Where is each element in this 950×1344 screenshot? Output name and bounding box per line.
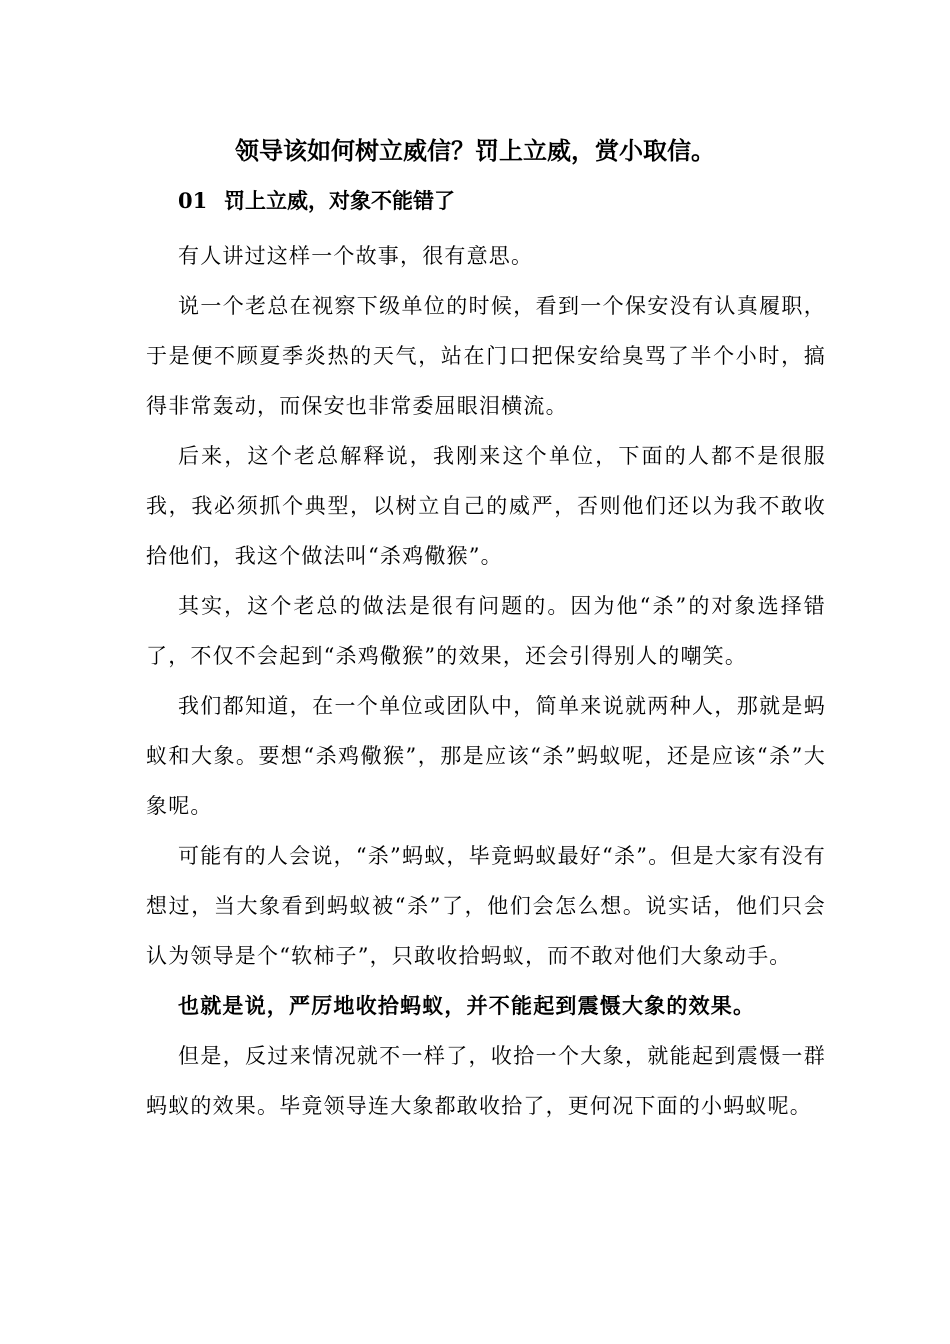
paragraph: 说一个老总在视察下级单位的时候，看到一个保安没有认真履职，于是便不顾夏季炎热的天气，站在门口把保安给臭骂了半个小时，搞得非常轰动，而保安也非常委屈眼泪横流。: [146, 294, 826, 418]
document-body: [146, 231, 826, 1131]
paragraph: 后来，这个老总解释说，我刚来这个单位，下面的人都不是很服我，我必须抓个典型，以树立自己的威严，否则他们还以为我不敢收拾他们，我这个做法叫“杀鸡儆猴”。: [146, 444, 826, 568]
section-heading-text: 罚上立威，对象不能错了: [224, 188, 455, 213]
bold-paragraph: 也就是说，严厉地收拾蚂蚁，并不能起到震慑大象的效果。: [178, 993, 756, 1018]
paragraph: 但是，反过来情况就不一样了，收拾一个大象，就能起到震慑一群蚂蚁的效果。毕竟领导连大象都敢收拾了，更何况下面的小蚂蚁呢。: [146, 1044, 826, 1118]
section-number: 01: [178, 188, 208, 213]
section-heading: [178, 183, 455, 219]
paragraph: 其实，这个老总的做法是很有问题的。因为他“杀”的对象选择错了，不仅不会起到“杀鸡儆猴”的效果，还会引得别人的嘲笑。: [146, 594, 826, 668]
paragraph: 有人讲过这样一个故事，很有意思。: [178, 244, 534, 268]
document-title: 领导该如何树立威信？罚上立威，赏小取信。: [235, 136, 715, 165]
paragraph: 可能有的人会说，“杀”蚂蚁，毕竟蚂蚁最好“杀”。但是大家有没有想过，当大象看到蚂蚁被“杀”了，他们会怎么想。说实话，他们只会认为领导是个“软柿子”，只敢收拾蚂蚁，而不敢对他们大象动手。: [146, 844, 826, 968]
paragraph: 我们都知道，在一个单位或团队中，简单来说就两种人，那就是蚂蚁和大象。要想“杀鸡儆猴”，那是应该“杀”蚂蚁呢，还是应该“杀”大象呢。: [146, 694, 826, 818]
